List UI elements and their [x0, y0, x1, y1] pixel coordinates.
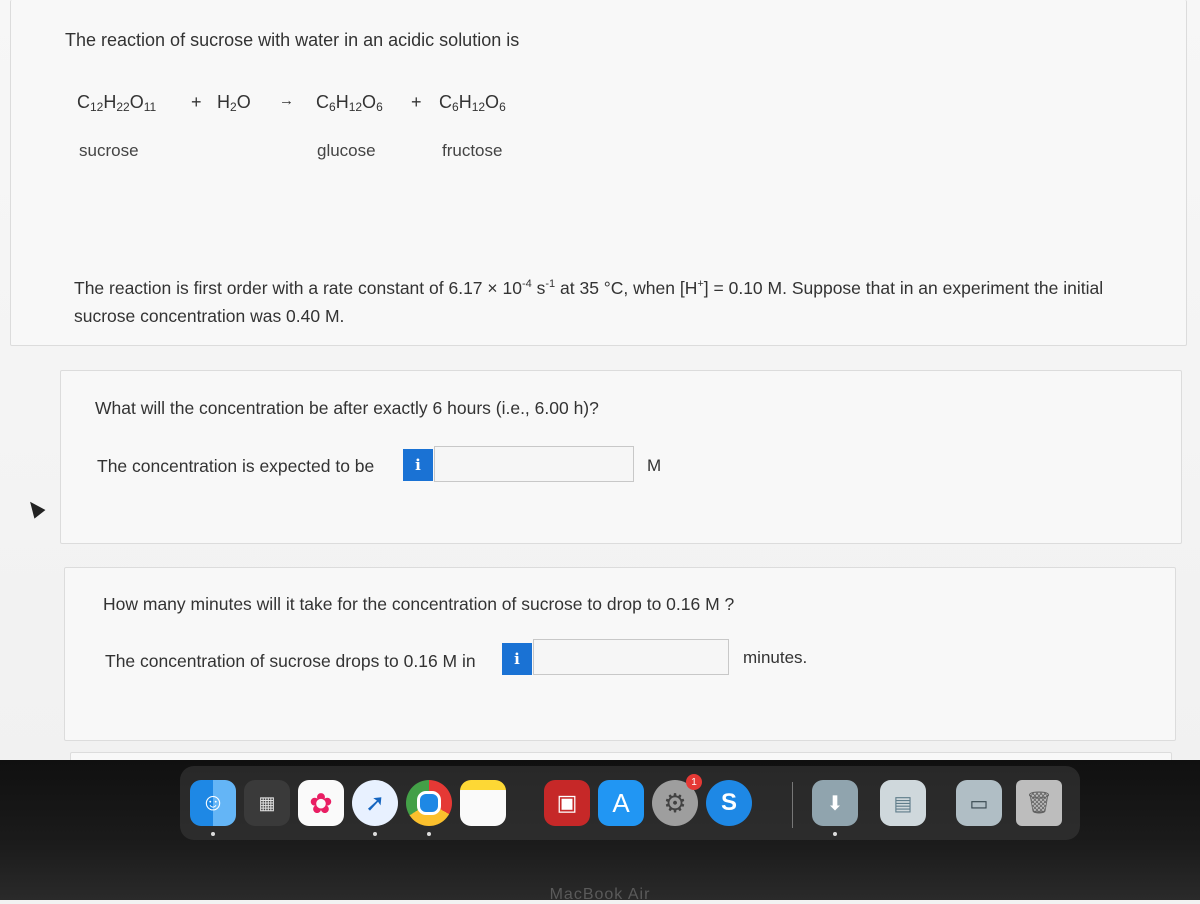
plus-sign-2: + [411, 92, 422, 112]
ion-charge: + [697, 278, 704, 291]
dock [180, 766, 1080, 840]
safari-icon[interactable]: ➚ [352, 780, 398, 826]
notification-badge: 1 [686, 774, 702, 790]
question-2-text: How many minutes will it take for the concentration of sucrose to drop to 0.16 M ? [103, 594, 735, 614]
notes-icon[interactable] [460, 780, 506, 826]
launchpad-icon[interactable]: ▦ [244, 780, 290, 826]
reaction-arrow: → [279, 92, 294, 109]
unit-exponent: -1 [545, 278, 556, 291]
minutes-answer-input[interactable] [533, 639, 729, 675]
app-store-icon[interactable]: A [598, 780, 644, 826]
finder-icon[interactable]: ☺ [190, 780, 236, 826]
concentration-answer-input[interactable] [434, 446, 634, 482]
label-sucrose: sucrose [79, 141, 139, 160]
formula-water: $H_2O$ [217, 92, 251, 114]
unit-minutes: minutes. [743, 648, 808, 667]
laptop-brand-label: MacBook Air [549, 886, 651, 903]
info-icon-2[interactable]: i [502, 643, 532, 675]
photo-booth-icon[interactable]: ▣ [544, 780, 590, 826]
running-indicator [373, 832, 377, 836]
question-1-text: What will the concentration be after exactly 6 hours (i.e., 6.00 h)? [95, 398, 599, 418]
formula-fructose: $C_6H_{12}O_6$ [439, 92, 506, 114]
rate-exponent: -4 [521, 278, 532, 291]
label-glucose: glucose [317, 141, 376, 160]
system-preferences-icon[interactable]: ⚙ 1 [652, 780, 698, 826]
running-indicator [833, 832, 837, 836]
question-2-panel [64, 567, 1176, 741]
running-indicator [211, 832, 215, 836]
dock-separator [792, 782, 793, 828]
trash-icon[interactable]: 🗑 [1016, 780, 1062, 826]
unit-molar: M [647, 456, 662, 475]
rate-text-c: at 35 °C, when [H [555, 278, 698, 298]
dock-area [0, 760, 1200, 903]
photos-icon[interactable]: ✿ [298, 780, 344, 826]
formula-sucrose: $C_{12}H_{22}O_{11}$ [77, 92, 157, 114]
intro-text: The reaction of sucrose with water in an acidic solution is [65, 30, 520, 50]
rate-text-d: ] = 0.10 M. Suppose that in an experiment the initial [703, 278, 1104, 298]
chrome-icon[interactable] [406, 780, 452, 826]
problem-statement-panel [10, 0, 1187, 346]
desktop-folder-icon[interactable]: ▭ [956, 780, 1002, 826]
screenshot-folder-icon[interactable]: ▤ [880, 780, 926, 826]
info-icon[interactable]: i [403, 449, 433, 481]
label-fructose: fructose [442, 141, 503, 160]
rate-text-b: s [531, 278, 546, 298]
question-1-prompt: The concentration is expected to be [97, 456, 375, 476]
question-1-panel [60, 370, 1182, 544]
formula-glucose: $C_6H_{12}O_6$ [316, 92, 383, 114]
plus-sign: + [191, 92, 202, 112]
downloads-icon[interactable]: ⬇ [812, 780, 858, 826]
rate-statement-line2: sucrose concentration was 0.40 M. [74, 306, 345, 326]
rate-text-a: The reaction is first order with a rate constant of 6.17 × 10 [74, 278, 522, 298]
running-indicator [427, 832, 431, 836]
question-2-prompt: The concentration of sucrose drops to 0.16 M in [105, 651, 476, 671]
skype-icon[interactable]: S [706, 780, 752, 826]
mouse-pointer-icon [25, 497, 46, 518]
rate-statement-line1 [74, 278, 1103, 299]
